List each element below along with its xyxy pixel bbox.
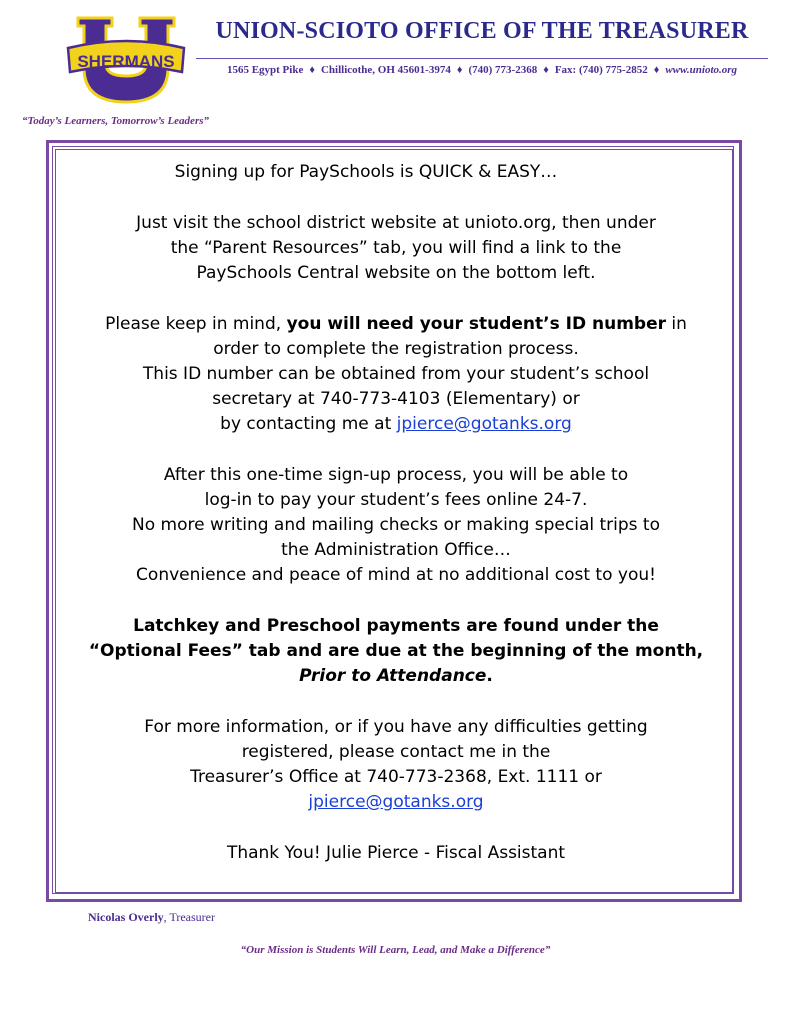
- intro-line: Signing up for PaySchools is QUICK & EASY…: [174, 162, 558, 182]
- diamond-icon: ♦: [309, 64, 315, 76]
- contact-line-email: [58, 412, 734, 437]
- latchkey-line-1: Latchkey and Preschool payments are found under the: [133, 616, 659, 636]
- keep-post: in: [666, 314, 687, 334]
- info-line-1: For more information, or if you have any difficulties getting: [144, 717, 648, 737]
- latchkey-line-3: [58, 664, 734, 689]
- treasurer-name: Nicolas Overly: [88, 910, 164, 924]
- logo-text: SHERMANS: [77, 52, 175, 71]
- keep-line-4: secretary at 740-773-4103 (Elementary) or: [212, 389, 580, 409]
- treasurer-role: , Treasurer: [163, 910, 215, 924]
- contact-pre: by contacting me at: [220, 414, 397, 434]
- mission-statement: “Our Mission is Students Will Learn, Lead, and Make a Difference”: [240, 944, 551, 956]
- keep-line-2: order to complete the registration process.: [213, 339, 579, 359]
- after-line-1: After this one-time sign-up process, you will be able to: [163, 465, 629, 485]
- notice-body: [58, 160, 734, 866]
- email-link-2[interactable]: jpierce@gotanks.org: [308, 792, 484, 812]
- thanks-line: Thank You! Julie Pierce - Fiscal Assistant: [226, 843, 566, 863]
- city: Chillicothe, OH 45601-3974: [320, 64, 451, 76]
- org-title: UNION-SCIOTO OFFICE OF THE TREASURER: [215, 18, 749, 44]
- diamond-icon: ♦: [653, 64, 660, 76]
- visit-line-3: PaySchools Central website on the bottom left.: [196, 263, 596, 283]
- motto-top: “Today’s Learners, Tomorrow’s Leaders”: [22, 115, 209, 127]
- header-divider: [196, 58, 768, 59]
- student-id-emphasis: you will need your student’s ID number: [286, 314, 666, 334]
- after-line-4: the Administration Office…: [281, 540, 511, 560]
- after-line-5: Convenience and peace of mind at no additional cost to you!: [136, 565, 656, 585]
- keep-line-3: This ID number can be obtained from your student’s school: [142, 364, 650, 384]
- latchkey-line-2: “Optional Fees” tab and are due at the beginning of the month,: [88, 641, 704, 661]
- visit-line-1: Just visit the school district website at unioto.org, then under: [136, 213, 656, 233]
- prior-to-attendance: Prior to Attendance: [299, 666, 487, 686]
- info-line-3: Treasurer’s Office at 740-773-2368, Ext. 1111 or: [190, 767, 602, 787]
- after-line-3: No more writing and mailing checks or making special trips to: [132, 515, 660, 535]
- website-link[interactable]: www.unioto.org: [665, 64, 738, 76]
- visit-line-2: the “Parent Resources” tab, you will find a link to the: [170, 238, 622, 258]
- fax: Fax: (740) 775-2852: [554, 64, 648, 76]
- shermans-logo: [64, 14, 188, 106]
- keep-pre: Please keep in mind,: [105, 314, 287, 334]
- after-line-2: log-in to pay your student’s fees online 24-7.: [204, 490, 588, 510]
- phone: (740) 773-2368: [468, 64, 538, 76]
- diamond-icon: ♦: [456, 64, 463, 76]
- treasurer-signature: [88, 910, 215, 925]
- email-line-2: [58, 790, 734, 815]
- email-link[interactable]: jpierce@gotanks.org: [396, 414, 572, 434]
- keep-in-mind-line: [58, 312, 734, 337]
- diamond-icon: ♦: [543, 64, 549, 76]
- address: 1565 Egypt Pike: [226, 64, 304, 76]
- latchkey-period: .: [486, 666, 493, 686]
- info-line-2: registered, please contact me in the: [241, 742, 551, 762]
- contact-line: [196, 64, 768, 76]
